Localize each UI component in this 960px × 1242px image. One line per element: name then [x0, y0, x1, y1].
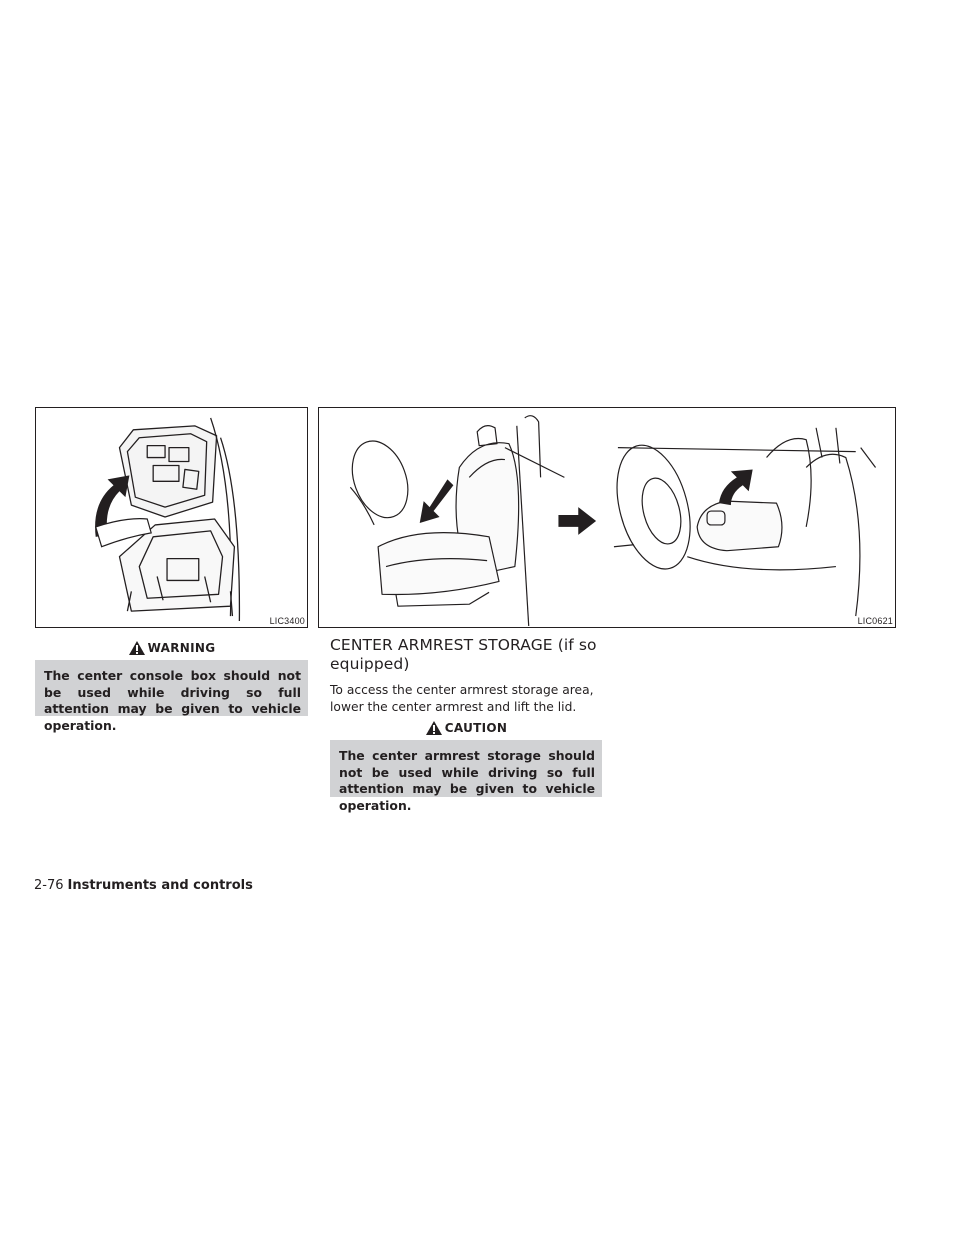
center-armrest-illustration	[319, 408, 895, 627]
section-body: To access the center armrest storage area, lower the center armrest and lift the lid.	[330, 683, 594, 714]
warning-text: The center console box should not be used while driving so full attention may be given to vehicle operation.	[44, 668, 301, 733]
page-number: 2-76	[34, 878, 64, 893]
caution-heading	[330, 720, 602, 736]
caution-text: The center armrest storage should not be used while driving so full attention may be given to vehicle operation.	[339, 748, 595, 813]
warning-icon	[128, 640, 146, 656]
figure-label: LIC3400	[269, 616, 305, 626]
page-footer	[34, 878, 253, 894]
section-title: CENTER ARMREST STORAGE (if so equipped)	[330, 636, 597, 673]
warning-heading	[35, 640, 308, 656]
warning-box	[35, 660, 308, 733]
chapter-title: Instruments and controls	[67, 878, 253, 893]
figure-center-armrest	[318, 407, 896, 628]
figure-label: LIC0621	[857, 616, 893, 626]
figure-console-box	[35, 407, 308, 628]
center-console-box-illustration	[36, 408, 307, 627]
warning-heading-text: WARNING	[147, 641, 216, 655]
caution-box	[330, 740, 602, 813]
warning-icon	[425, 720, 443, 736]
caution-heading-text: CAUTION	[444, 721, 508, 735]
